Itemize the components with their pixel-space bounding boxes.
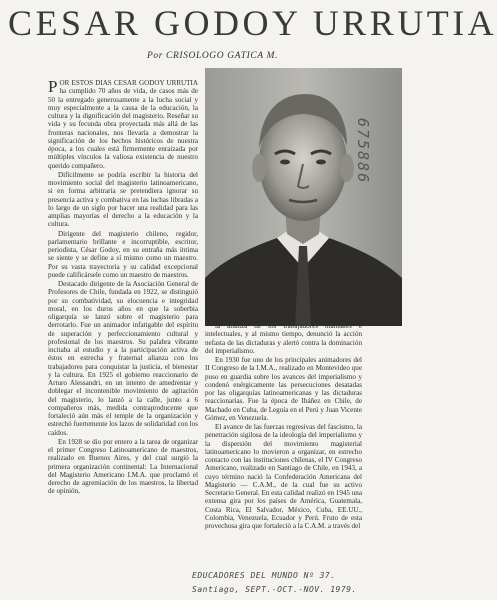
handwritten-number: 675886 [354, 118, 372, 185]
handwritten-source-line-1: EDUCADORES DEL MUNDO Nº 37. [192, 571, 336, 580]
portrait-photo [205, 68, 402, 326]
page-title: CESAR GODOY URRUTIA [8, 3, 497, 43]
byline: Por CRISOLOGO GATICA M. [147, 51, 278, 61]
article-column-1 [48, 79, 198, 496]
paragraph: Difícilmente se podría escribir la historia del movimiento social del magisterio latinoamericano, si en forma arbitraria se pretendiera ignorar su presencia activa y combativa en las luchas libradas a lo largo de un siglo por hacer una realidad para las amplias mayorías el derecho a la educación y la cultura. [48, 170, 198, 229]
handwritten-source-line-2: Santiago, SEPT.-OCT.-NOV. 1979. [192, 585, 357, 594]
paragraph: la alianza de los trabajadores manuales e intelectuales, y al mismo tiempo, denunció la acción nefasta de las dictaduras y alertó contra la dominación del imperialismo. [205, 322, 362, 355]
paragraph: En 1928 se dio por entero a la tarea de organizar el primer Congreso Latinoamericano de maestros, realizado en Buenos Aires, y del cual surgió la primera organización continental: La Internacional del Magisterio Americano I.M.A. que proclamó el derecho de agremiación de los maestros, la libertad de opinión, [48, 437, 198, 496]
paragraph: El avance de las fuerzas regresivas del fascismo, la penetración sigilosa de la ideología del imperialismo y la dispersión del movimiento magisterial latinoamericano lo movieron a organizar, en estrecho contacto con las instituciones chilenas, el IV Congreso Americano, realizado en Santiago de Chile, en 1943, a cuyo término nació la Confederación Americana del Magisterio — C.A.M., de la cual fue su activo Secretario General. En esta calidad realizó en 1945 una extensa gira por los países de América, Guatemala, Costa Rica, El Salvador, México, Cuba, EE.UU., Colombia, Venezuela, Ecuador y Perú. Fruto de esta provechosa gira que fortaleció a la C.A.M. a través del [205, 423, 362, 530]
paragraph: POR ESTOS DIAS CESAR GODOY URRUTIA ha cumplido 70 años de vida, de casos más de 50 la entregado generosamente a la lucha social y muy especialmente a la causa de la educación, la cultura y la dignificación del magisterio. Reseñar su vida y su fecunda obra proyectada más allá de las fronteras nacionales, nos llevaría a demostrar la significación de los hechos históricos de nuestra época, a los cuales está firmemente enraizada por múltiples vínculos la valiosa existencia de nuestro querido compañero. [48, 77, 198, 170]
paragraph: Dirigente del magisterio chileno, regidor, parlamentario brillante e incorruptible, escritor, periodista, César Godoy, en su entraña más íntima se siente y se define a sí mismo como un maestro. Por su vasta trayectoria y su calidad excepcional puede calificársele como un maestro de maestros. [48, 229, 198, 279]
paragraph: Destacado dirigente de la Asociación General de Profesores de Chile, fundada en 1922, se distinguió por su combatividad, su elocuencia e integridad moral, en los duros años en que la soberbia oligarquía se lanzó sobre el magisterio para derrotarlo. Fue un animador infatigable del espíritu de superación y perfeccionamiento cultural y profesional de los maestros. Su palabra vibrante incitaba al estudio y a la participación activa de éstos en estrecha y fraternal alianza con los trabajadores para conquistar la justicia, el bienestar y la cultura. En 1925 el gobierno reaccionario de Arturo Alessandri, en un intento de amedrentar y doblegar el incontenible movimiento de agitación del magisterio, lo lanzó a la calle, junto a 6 compañeros más, medida contraproducente que fortaleció aún más el temple de la organización y estrechó fuertemente los lazos de solidaridad con los caídos. [48, 280, 198, 437]
article-column-2 [205, 322, 362, 530]
paragraph: En 1930 fue uno de los principales animadores del II Congreso de la I.M.A., realizado en Montevideo que puso en guardia sobre los avances del imperialismo y condenó enérgicamente las persecuciones desatadas por las oligarquías latinoamericanas y las dictaduras reaccionarias. Fue la época de Ibáñez en Chile, de Machado en Cuba, de Leguía en el Perú y Juan Vicente Gómez, en Venezuela. [205, 356, 362, 422]
